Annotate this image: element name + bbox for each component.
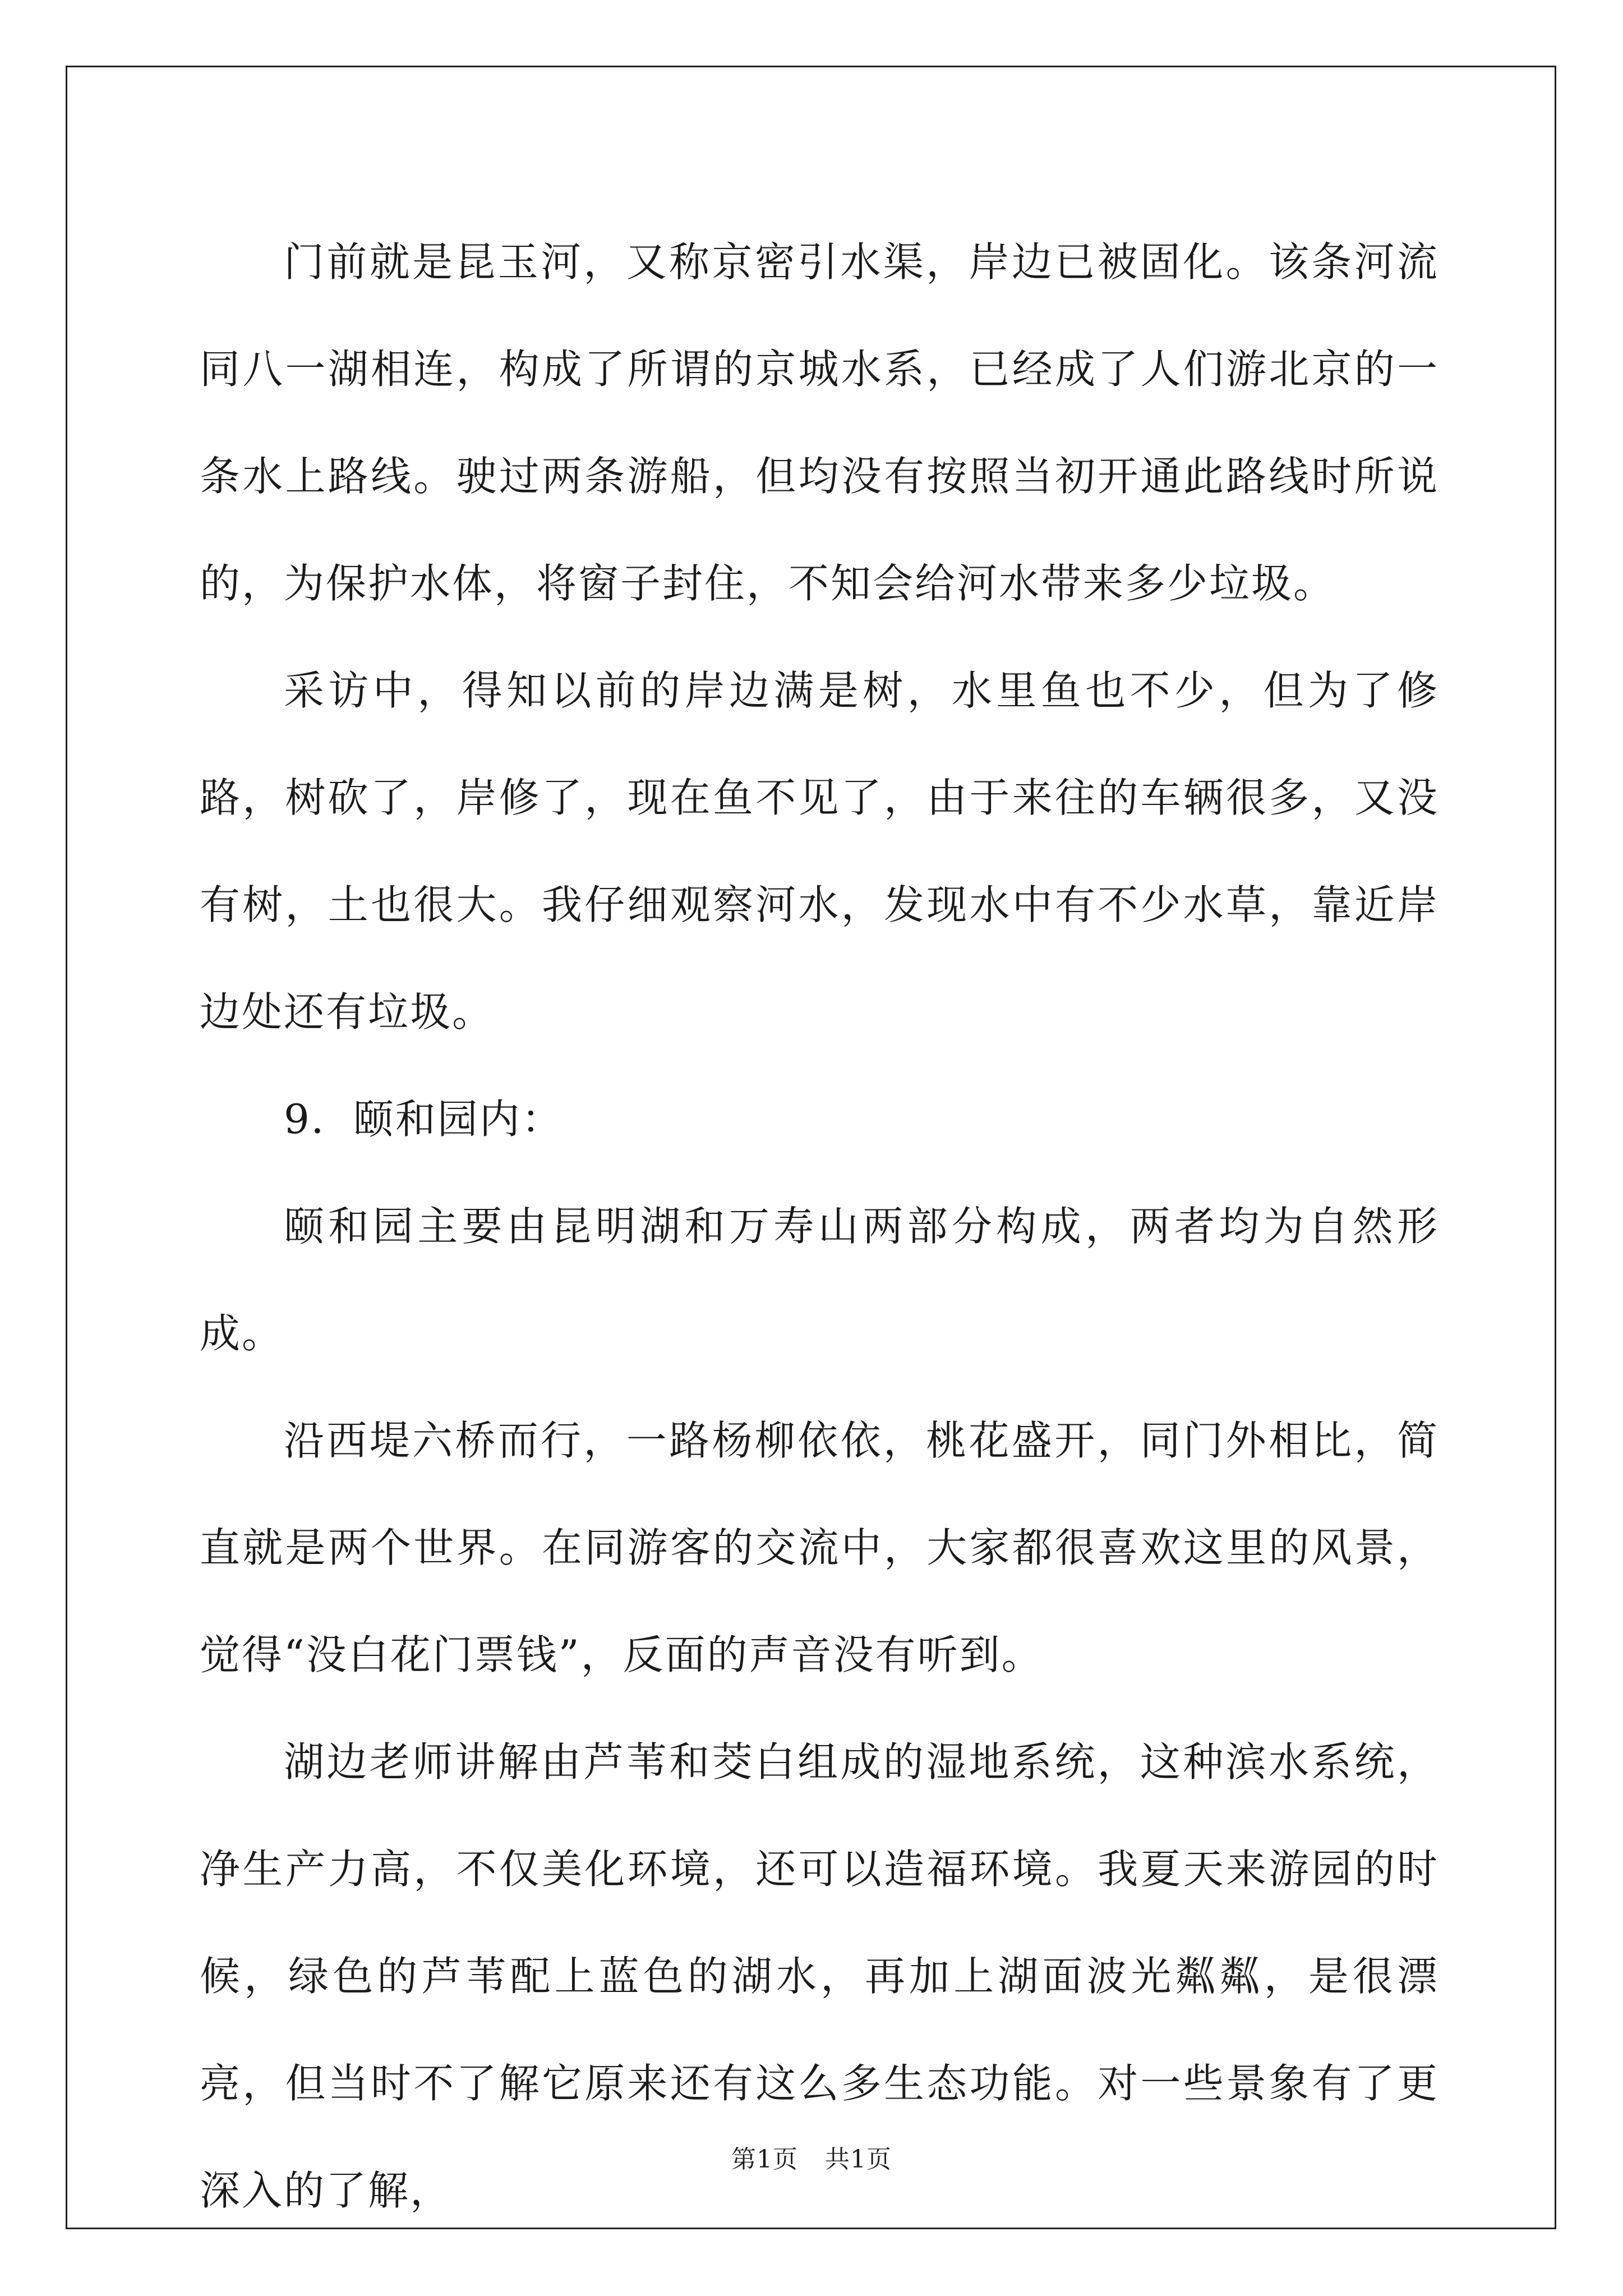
page-total: 共1页 xyxy=(825,2145,892,2174)
paragraph-west-dike: 沿西堤六桥而行，一路杨柳依依，桃花盛开，同门外相比，简直就是两个世界。在同游客的交流中，大家都很喜欢这里的风景，觉得“没白花门票钱”，反面的声音没有听到。 xyxy=(200,1417,1439,1678)
paragraph-kunyu-river: 门前就是昆玉河，又称京密引水渠，岸边已被固化。该条河流同八一湖相连，构成了所谓的京城水系，已经成了人们游北京的一条水上路线。驶过两条游船，但均没有按照当初开通此路线时所说的，为保护水体，将窗子封住，不知会给河水带来多少垃圾。 xyxy=(200,238,1439,607)
paragraph-interview: 采访中，得知以前的岸边满是树，水里鱼也不少，但为了修路，树砍了，岸修了，现在鱼不见了，由于来往的车辆很多，又没有树，土也很大。我仔细观察河水，发现水中有不少水草，靠近岸边处还有垃圾。 xyxy=(200,667,1439,1036)
document-body xyxy=(200,209,1439,2244)
page-footer xyxy=(0,2143,1623,2177)
paragraph-summer-palace-composition: 颐和园主要由昆明湖和万寿山两部分构成，两者均为自然形成。 xyxy=(200,1203,1439,1357)
paragraph-wetland-system: 湖边老师讲解由芦苇和茭白组成的湿地系统，这种滨水系统，净生产力高，不仅美化环境，还可以造福环境。我夏天来游园的时候，绿色的芦苇配上蓝色的湖水，再加上湖面波光粼粼，是很漂亮，但当时不了解它原来还有这么多生态功能。对一些景象有了更深入的了解， xyxy=(200,1738,1439,2214)
section-heading-summer-palace: 9．颐和园内： xyxy=(284,1096,564,1143)
page-number: 第1页 xyxy=(731,2145,798,2174)
